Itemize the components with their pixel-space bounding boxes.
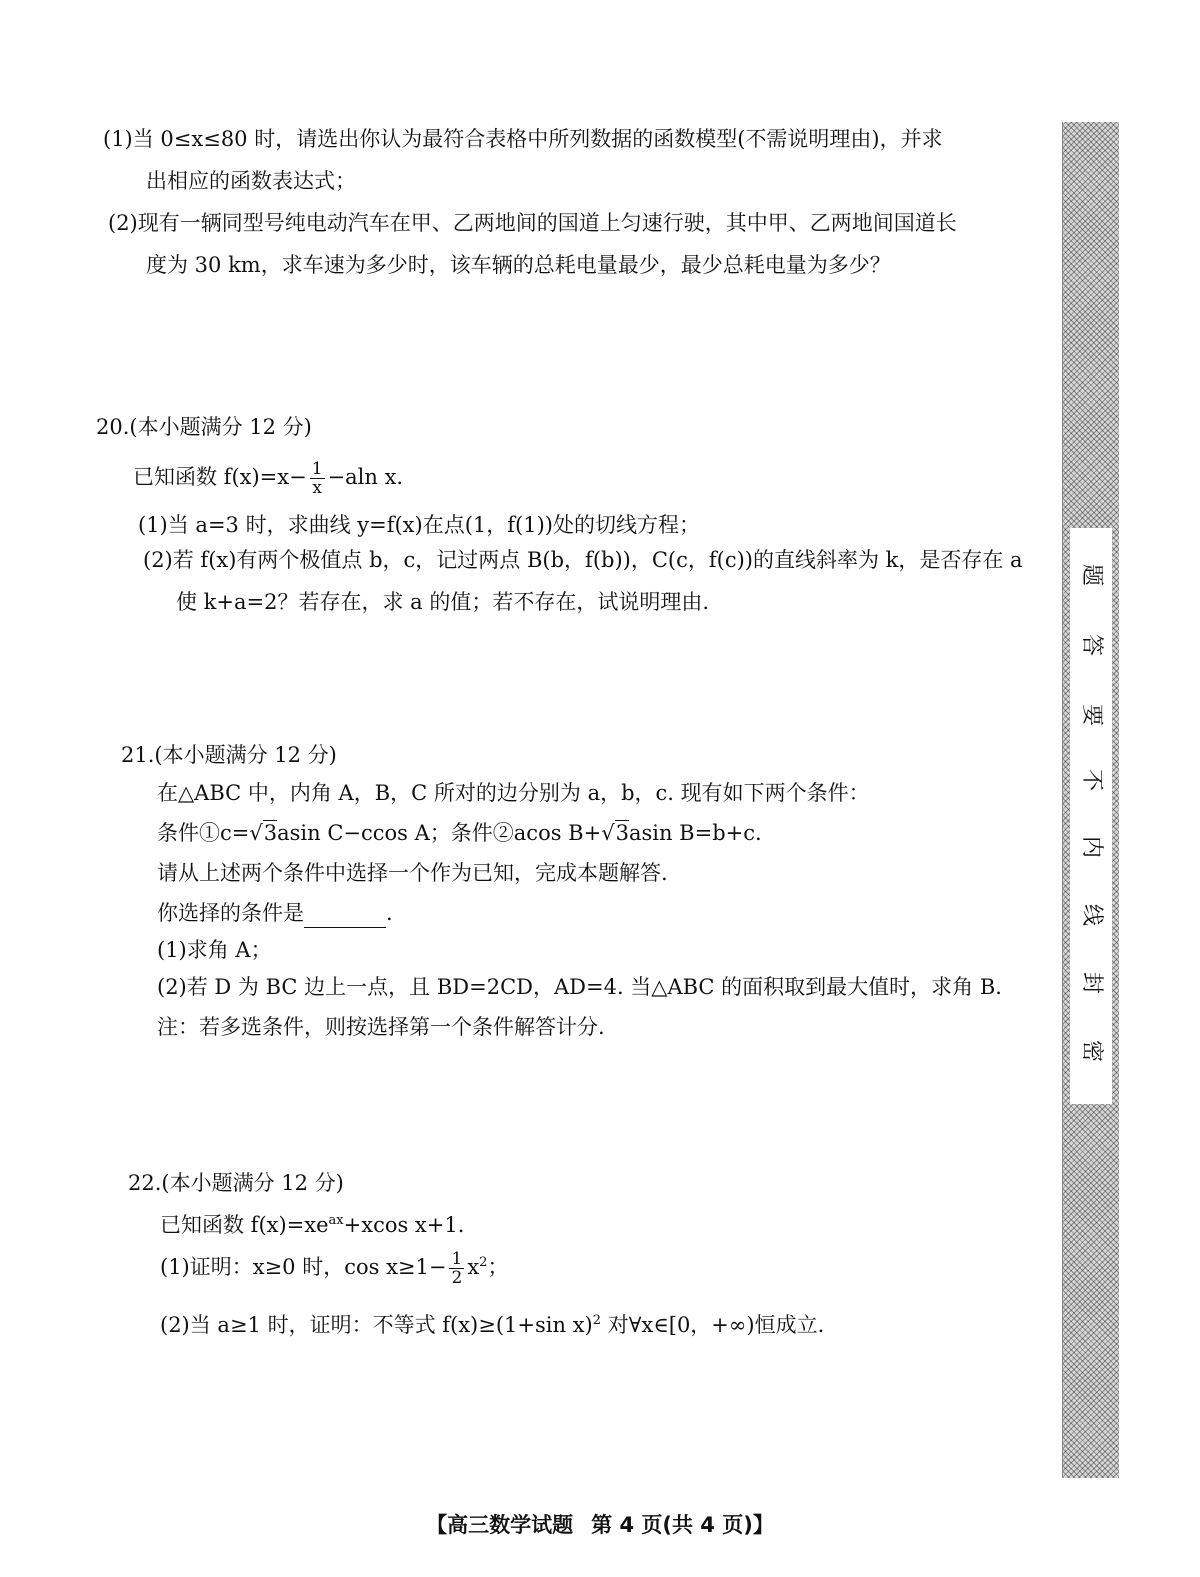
q20-part2-line1: (2)若 f(x)有两个极值点 b，c，记过两点 B(b，f(b))，C(c，f(c))的直线斜率为 k，是否存在 a — [143, 548, 1023, 572]
footer-page-number: 第 4 页(共 4 页)】 — [591, 1513, 774, 1537]
page-footer — [0, 1509, 1200, 1539]
q22-part1-sup: 2 — [479, 1255, 488, 1270]
q22-part1-b: x — [467, 1255, 480, 1279]
q22-part1-a: (1)证明：x≥0 时，cos x≥1− — [160, 1255, 447, 1279]
q20-given — [133, 460, 403, 497]
seal-char-5: 内 — [1079, 835, 1104, 858]
seal-char-2: 答 — [1079, 633, 1104, 656]
q22-header: 22.(本小题满分 12 分) — [128, 1171, 344, 1195]
q21-answer-blank — [304, 905, 386, 928]
q21-intro: 在△ABC 中，内角 A，B，C 所对的边分别为 a，b，c. 现有如下两个条件： — [157, 781, 870, 805]
q21-header: 21.(本小题满分 12 分) — [121, 743, 337, 767]
seal-char-3: 要 — [1079, 703, 1104, 726]
q21-your-choice — [157, 898, 393, 928]
q19-part1-line1: (1)当 0≤x≤80 时，请选出你认为最符合表格中所列数据的函数模型(不需说明理由)，并求 — [103, 127, 943, 151]
q22-part1 — [160, 1248, 508, 1287]
footer-title: 【高三数学试题 — [426, 1513, 574, 1537]
seal-char-7: 封 — [1079, 971, 1104, 994]
q22-given-sup: ax — [328, 1213, 344, 1228]
q20-fraction-numerator: 1 — [311, 459, 323, 479]
q21-part2: (2)若 D 为 BC 边上一点，且 BD=2CD，AD=4. 当△ABC 的面积取到最大值时，求角 B. — [157, 975, 1002, 999]
q21-conditions: 条件①c=√3asin C−ccos A；条件②acos B+√3asin B=b+c. — [157, 821, 762, 845]
seal-char-4: 不 — [1079, 768, 1104, 791]
q19-part2-line1: (2)现有一辆同型号纯电动汽车在甲、乙两地间的国道上匀速行驶，其中甲、乙两地间国道长 — [108, 211, 957, 235]
q21-your-choice-label: 你选择的条件是 — [157, 901, 304, 925]
q20-fraction — [310, 460, 325, 497]
q22-part2-a: (2)当 a≥1 时，证明：不等式 f(x)≥(1+sin x) — [160, 1313, 593, 1337]
q21-your-choice-end: . — [386, 901, 393, 925]
q22-given-a: 已知函数 f(x)=xe — [160, 1213, 329, 1237]
q21-cond-b: asin C−ccos A；条件②acos B+ — [277, 821, 602, 845]
q20-fraction-denominator: x — [312, 478, 322, 498]
q20-header: 20.(本小题满分 12 分) — [96, 415, 312, 439]
q22-part2-b: 对∀x∈[0，+∞)恒成立. — [601, 1313, 825, 1337]
q20-part2-line2: 使 k+a=2？若存在，求 a 的值；若不存在，试说明理由. — [176, 590, 710, 614]
q22-part2-sup: 2 — [592, 1313, 602, 1328]
q22-fraction-numerator: 1 — [451, 1249, 463, 1269]
q21-sqrt-b: 3 — [615, 821, 629, 845]
q20-part1: (1)当 a=3 时，求曲线 y=f(x)在点(1，f(1))处的切线方程； — [138, 513, 700, 537]
seal-char-1: 题 — [1079, 563, 1104, 586]
q21-note: 注：若多选条件，则按选择第一个条件解答计分. — [157, 1015, 605, 1039]
q22-part1-c: ； — [487, 1255, 509, 1279]
seal-char-6: 线 — [1079, 903, 1104, 926]
q21-part1: (1)求角 A； — [157, 938, 272, 962]
seal-char-8: 密 — [1079, 1039, 1104, 1062]
q21-choose: 请从上述两个条件中选择一个作为已知，完成本题解答. — [157, 861, 668, 885]
q21-cond-c: asin B=b+c. — [628, 821, 762, 845]
seal-line-panel — [1070, 528, 1112, 1104]
q22-part2 — [160, 1306, 824, 1340]
q22-fraction — [449, 1250, 464, 1287]
q21-sqrt-a: 3 — [263, 821, 278, 845]
q22-fraction-denominator: 2 — [451, 1268, 463, 1288]
q22-given — [160, 1206, 464, 1240]
q21-cond-a: 条件①c= — [157, 821, 250, 845]
q19-part2-line2: 度为 30 km，求车速为多少时，该车辆的总耗电量最少，最少总耗电量为多少？ — [146, 253, 891, 277]
q19-part1-line2: 出相应的函数表达式； — [146, 169, 356, 193]
q20-given-suffix: −aln x. — [327, 465, 404, 489]
q20-given-prefix: 已知函数 f(x)=x− — [133, 465, 307, 489]
q22-given-b: +xcos x+1. — [343, 1213, 465, 1237]
